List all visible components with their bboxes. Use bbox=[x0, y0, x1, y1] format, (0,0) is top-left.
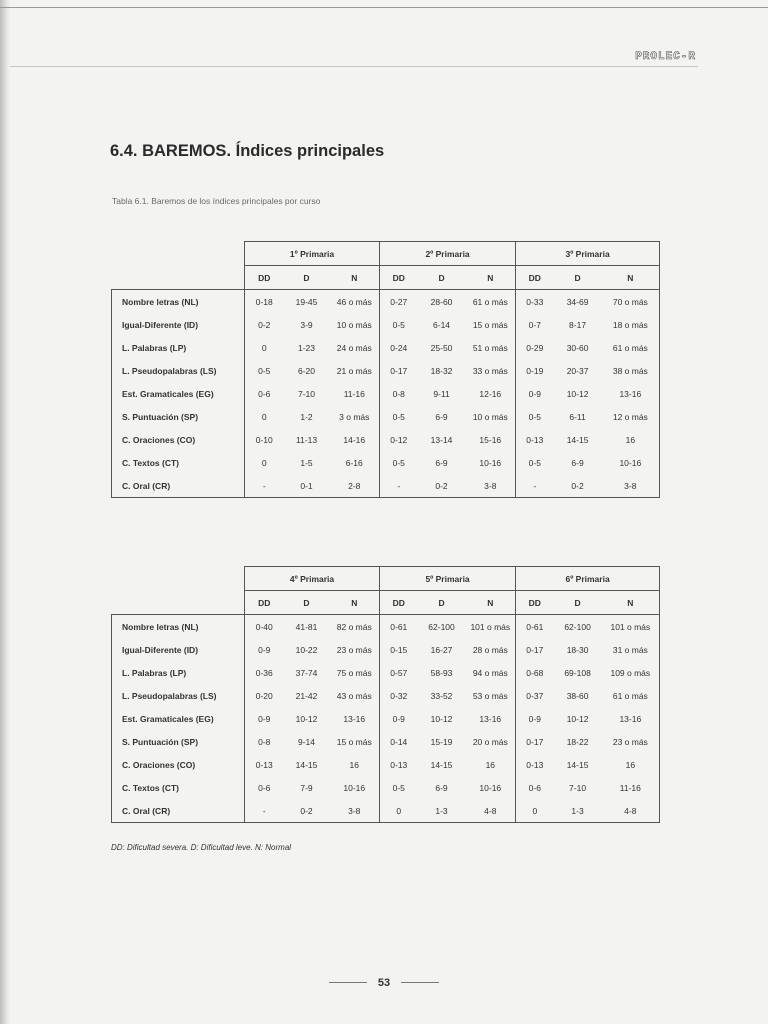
column-header: D bbox=[554, 266, 602, 290]
row-label: S. Puntuación (SP) bbox=[112, 405, 245, 428]
table-cell: 0-5 bbox=[380, 451, 418, 474]
row-label: C. Oral (CR) bbox=[112, 474, 245, 498]
table-cell: 3-8 bbox=[602, 474, 660, 498]
table-cell: 0-33 bbox=[516, 290, 554, 314]
table-cell: 0-7 bbox=[516, 313, 554, 336]
table-cell: 41-81 bbox=[284, 615, 330, 639]
footer-rule-left bbox=[329, 982, 367, 983]
column-header: N bbox=[602, 591, 660, 615]
table-cell: 1-2 bbox=[300, 411, 313, 422]
table-cell: 10 o más bbox=[472, 411, 508, 422]
table-cell: 0-6 bbox=[245, 776, 284, 799]
table-cell: 18-22 bbox=[566, 736, 589, 747]
table-cell: 14-15 bbox=[295, 759, 318, 770]
table-cell: 0-2 bbox=[418, 474, 466, 498]
row-label: C. Textos (CT) bbox=[112, 451, 245, 474]
table-cell: 33-52 bbox=[430, 690, 453, 701]
table-cell: 18-30 bbox=[566, 644, 589, 655]
table-row bbox=[112, 313, 660, 336]
table-row bbox=[112, 405, 660, 428]
table-cell: 0-9 bbox=[516, 707, 554, 730]
baremos-table-4-6 bbox=[111, 566, 660, 823]
table-cell: 7-10 bbox=[569, 782, 587, 793]
table-cell: 13-16 bbox=[479, 713, 502, 724]
blank-corner bbox=[112, 567, 245, 591]
column-header: DD bbox=[516, 591, 554, 615]
table-cell: 0-24 bbox=[380, 336, 418, 359]
table-cell: 109 o más bbox=[602, 661, 660, 684]
column-header: D bbox=[418, 266, 466, 290]
table-cell: 0-17 bbox=[516, 730, 554, 753]
table-cell: 61 o más bbox=[602, 684, 660, 707]
row-label: Nombre letras (NL) bbox=[112, 615, 245, 639]
row-label: L. Pseudopalabras (LS) bbox=[112, 359, 245, 382]
column-header: N bbox=[602, 266, 660, 290]
row-label: Nombre letras (NL) bbox=[112, 290, 245, 314]
row-label: L. Palabras (LP) bbox=[112, 661, 245, 684]
table-row bbox=[112, 638, 660, 661]
table-cell: 0-5 bbox=[516, 405, 554, 428]
table-cell: 58-93 bbox=[430, 667, 453, 678]
column-header: D bbox=[418, 591, 466, 615]
grade-header: 4º Primaria bbox=[245, 567, 380, 591]
table-cell: 18-32 bbox=[430, 365, 453, 376]
table-cell: 1-3 bbox=[554, 799, 602, 823]
column-header: DD bbox=[516, 266, 554, 290]
table-cell: 38 o más bbox=[602, 359, 660, 382]
column-header: N bbox=[466, 591, 516, 615]
table-cell: 6-9 bbox=[435, 411, 448, 422]
footer-rule-right bbox=[401, 982, 439, 983]
row-label: C. Oral (CR) bbox=[112, 799, 245, 823]
table-cell: 61 o más bbox=[466, 290, 516, 314]
table-cell: 0-2 bbox=[554, 474, 602, 498]
column-header: N bbox=[330, 591, 380, 615]
table-cell: 34-69 bbox=[554, 290, 602, 314]
row-label: L. Pseudopalabras (LS) bbox=[112, 684, 245, 707]
table-cell: 0-10 bbox=[245, 428, 284, 451]
column-header: D bbox=[554, 591, 602, 615]
table-cell: 0-18 bbox=[245, 290, 284, 314]
table-row bbox=[112, 382, 660, 405]
table-cell: 3 o más bbox=[339, 411, 370, 422]
table-cell: 10-12 bbox=[566, 713, 589, 724]
grade-header: 1º Primaria bbox=[245, 242, 380, 266]
table-cell: 101 o más bbox=[466, 615, 516, 639]
table-cell: 33 o más bbox=[472, 365, 508, 376]
row-label: Igual-Diferente (ID) bbox=[112, 313, 245, 336]
row-label: Est. Gramaticales (EG) bbox=[112, 707, 245, 730]
table-cell: 21-42 bbox=[295, 690, 318, 701]
table-cell: 0-13 bbox=[516, 753, 554, 776]
page-footer bbox=[0, 974, 768, 992]
table-cell: 0-29 bbox=[516, 336, 554, 359]
section-title: 6.4. BAREMOS. Índices principales bbox=[110, 142, 385, 160]
table-body bbox=[112, 290, 660, 498]
table-cell: 2-8 bbox=[330, 474, 380, 498]
table-cell: 62-100 bbox=[418, 615, 466, 639]
table-cell: 24 o más bbox=[336, 342, 372, 353]
table-cell: 12 o más bbox=[602, 405, 660, 428]
table-cell: 15-16 bbox=[479, 434, 502, 445]
column-header: N bbox=[330, 266, 380, 290]
table-row bbox=[112, 730, 660, 753]
table-cell: 23 o más bbox=[602, 730, 660, 753]
table-footnote: DD: Dificultad severa. D: Dificultad leve. N: Normal bbox=[111, 843, 292, 852]
table-cell: 0-6 bbox=[245, 382, 284, 405]
blank-corner bbox=[112, 591, 245, 615]
table-cell: 0-27 bbox=[380, 290, 418, 314]
table-cell: 3-8 bbox=[466, 474, 516, 498]
blank-corner bbox=[112, 242, 245, 266]
table-cell: 20-37 bbox=[566, 365, 589, 376]
row-label: L. Palabras (LP) bbox=[112, 336, 245, 359]
table-cell: 16 bbox=[485, 759, 496, 770]
table-cell: 13-16 bbox=[343, 713, 366, 724]
table-cell: 0-15 bbox=[380, 638, 418, 661]
table-row bbox=[112, 336, 660, 359]
grade-header: 3º Primaria bbox=[516, 242, 660, 266]
table-cell: 0-17 bbox=[380, 359, 418, 382]
table-row bbox=[112, 684, 660, 707]
table-cell: 19-45 bbox=[284, 290, 330, 314]
column-header: DD bbox=[380, 591, 418, 615]
table-cell: 6-11 bbox=[569, 411, 586, 422]
top-rule bbox=[0, 7, 768, 8]
table-cell: 16-27 bbox=[430, 644, 453, 655]
table-cell: 101 o más bbox=[602, 615, 660, 639]
table-cell: 9-11 bbox=[433, 388, 450, 399]
table-row bbox=[112, 615, 660, 639]
table-cell: 94 o más bbox=[472, 667, 508, 678]
row-label: S. Puntuación (SP) bbox=[112, 730, 245, 753]
table-cell: 0-37 bbox=[516, 684, 554, 707]
table-cell: 11-13 bbox=[295, 434, 318, 445]
grade-header: 6º Primaria bbox=[516, 567, 660, 591]
table-cell: - bbox=[245, 799, 284, 823]
table-cell: 1-3 bbox=[418, 799, 466, 823]
table-cell: 6-9 bbox=[435, 457, 448, 468]
table-cell: 25-50 bbox=[430, 342, 453, 353]
row-label: Igual-Diferente (ID) bbox=[112, 638, 245, 661]
page-number: 53 bbox=[377, 976, 391, 989]
table-row bbox=[112, 707, 660, 730]
table-cell: 0-5 bbox=[245, 359, 284, 382]
baremos-table-1-3 bbox=[111, 241, 660, 498]
table-cell: 0-13 bbox=[245, 753, 284, 776]
table-cell: 28-60 bbox=[418, 290, 466, 314]
table-cell: 0-5 bbox=[380, 313, 418, 336]
table-cell: 0-8 bbox=[380, 382, 418, 405]
table-cell: 4-8 bbox=[602, 799, 660, 823]
table-row bbox=[112, 290, 660, 314]
table-cell: 0-12 bbox=[380, 428, 418, 451]
table-cell: 3-9 bbox=[300, 319, 313, 330]
row-label: C. Oraciones (CO) bbox=[112, 753, 245, 776]
column-header: D bbox=[284, 266, 330, 290]
table-cell: 13-14 bbox=[430, 434, 453, 445]
table-cell: 7-9 bbox=[300, 782, 313, 793]
table-cell: 15-19 bbox=[430, 736, 453, 747]
table-cell: 0-19 bbox=[516, 359, 554, 382]
table-cell: 0-61 bbox=[380, 615, 418, 639]
table-cell: 12-16 bbox=[479, 388, 502, 399]
table-cell: 14-15 bbox=[566, 759, 589, 770]
table-cell: 0 bbox=[245, 336, 284, 359]
table-cell: 1-5 bbox=[300, 457, 313, 468]
table-cell: 6-20 bbox=[297, 365, 315, 376]
table-cell: 10-12 bbox=[566, 388, 589, 399]
table-cell: 18 o más bbox=[602, 313, 660, 336]
table-cell: 0 bbox=[245, 405, 284, 428]
table-cell: 16 bbox=[349, 759, 359, 770]
table-cell: 0-32 bbox=[380, 684, 418, 707]
table-cell: 0-9 bbox=[245, 638, 284, 661]
table-cell: - bbox=[380, 474, 418, 498]
table-cell: 62-100 bbox=[554, 615, 602, 639]
table-cell: 15 o más bbox=[336, 736, 372, 747]
table-cell: 11-16 bbox=[602, 776, 660, 799]
table-cell: 8-17 bbox=[569, 319, 587, 330]
table-cell: 0 bbox=[380, 799, 418, 823]
table-cell: 0-40 bbox=[245, 615, 284, 639]
table-body bbox=[112, 615, 660, 823]
column-header: DD bbox=[245, 266, 284, 290]
table-cell: 70 o más bbox=[602, 290, 660, 314]
brand-logo: PROLEC-R bbox=[635, 51, 696, 63]
table-cell: 69-108 bbox=[564, 667, 591, 678]
table-cell: 75 o más bbox=[336, 667, 372, 678]
table-cell: 0-2 bbox=[284, 799, 330, 823]
table-cell: 0-6 bbox=[516, 776, 554, 799]
table-cell: 38-60 bbox=[566, 690, 589, 701]
table-cell: 3-8 bbox=[330, 799, 380, 823]
table-cell: 9-14 bbox=[297, 736, 315, 747]
table-cell: 0-5 bbox=[516, 451, 554, 474]
table-cell: 0 bbox=[245, 451, 284, 474]
table-cell: 16 bbox=[602, 753, 660, 776]
table-cell: 13-16 bbox=[602, 707, 660, 730]
table-cell: 0-13 bbox=[516, 428, 554, 451]
table-cell: 0-17 bbox=[516, 638, 554, 661]
table-cell: 0-5 bbox=[380, 776, 418, 799]
page-binding-edge bbox=[0, 0, 10, 1024]
table-cell: 10-16 bbox=[602, 451, 660, 474]
table-cell: 0-20 bbox=[245, 684, 284, 707]
table-cell: 14-16 bbox=[343, 434, 366, 445]
table-cell: 10-12 bbox=[430, 713, 453, 724]
table-cell: 0-9 bbox=[245, 707, 284, 730]
table-cell: 4-8 bbox=[466, 799, 516, 823]
row-label: Est. Gramaticales (EG) bbox=[112, 382, 245, 405]
table-cell: 0 bbox=[516, 799, 554, 823]
table-caption: Tabla 6.1. Baremos de los índices principales por curso bbox=[112, 196, 321, 206]
header-rule bbox=[10, 66, 698, 67]
table-cell: - bbox=[245, 474, 284, 498]
table-row bbox=[112, 661, 660, 684]
table-cell: 0-57 bbox=[380, 661, 418, 684]
table-cell: 0-61 bbox=[516, 615, 554, 639]
row-label: C. Textos (CT) bbox=[112, 776, 245, 799]
table-cell: 10-16 bbox=[479, 782, 502, 793]
table-cell: 10 o más bbox=[336, 319, 372, 330]
table-cell: 0-36 bbox=[245, 661, 284, 684]
table-cell: 82 o más bbox=[330, 615, 380, 639]
table-cell: 10-12 bbox=[295, 713, 318, 724]
table-cell: 21 o más bbox=[336, 365, 372, 376]
table-cell: 0-5 bbox=[380, 405, 418, 428]
table-row bbox=[112, 753, 660, 776]
table-cell: 0-9 bbox=[516, 382, 554, 405]
table-cell: 46 o más bbox=[330, 290, 380, 314]
table-cell: 28 o más bbox=[472, 644, 508, 655]
table-cell: 10-22 bbox=[295, 644, 318, 655]
table-cell: 31 o más bbox=[602, 638, 660, 661]
table-cell: 23 o más bbox=[336, 644, 372, 655]
table-cell: 16 bbox=[602, 428, 660, 451]
grade-header: 5º Primaria bbox=[380, 567, 516, 591]
table-cell: 1-23 bbox=[297, 342, 315, 353]
table-cell: 6-14 bbox=[433, 319, 451, 330]
column-header: DD bbox=[245, 591, 284, 615]
table-row bbox=[112, 799, 660, 823]
table-cell: 30-60 bbox=[566, 342, 589, 353]
table-row bbox=[112, 359, 660, 382]
table-cell: 0-14 bbox=[380, 730, 418, 753]
table-cell: 0-1 bbox=[284, 474, 330, 498]
table-cell: - bbox=[516, 474, 554, 498]
row-label: C. Oraciones (CO) bbox=[112, 428, 245, 451]
column-header: N bbox=[466, 266, 516, 290]
table-cell: 7-10 bbox=[297, 388, 315, 399]
table-cell: 61 o más bbox=[602, 336, 660, 359]
table-row bbox=[112, 451, 660, 474]
table-cell: 0-9 bbox=[380, 707, 418, 730]
table-cell: 10-16 bbox=[343, 782, 366, 793]
table-cell: 0-68 bbox=[516, 661, 554, 684]
table-cell: 20 o más bbox=[472, 736, 508, 747]
table-cell: 15 o más bbox=[472, 319, 508, 330]
table-cell: 14-15 bbox=[430, 759, 453, 770]
table-cell: 43 o más bbox=[336, 690, 372, 701]
blank-corner bbox=[112, 266, 245, 290]
table-row bbox=[112, 428, 660, 451]
table-cell: 0-8 bbox=[245, 730, 284, 753]
column-header: DD bbox=[380, 266, 418, 290]
grade-header: 2º Primaria bbox=[380, 242, 516, 266]
table-cell: 10-16 bbox=[479, 457, 502, 468]
table-row bbox=[112, 474, 660, 498]
table-cell: 11-16 bbox=[343, 388, 365, 399]
table-cell: 13-16 bbox=[602, 382, 660, 405]
table-cell: 6-9 bbox=[435, 782, 448, 793]
table-cell: 14-15 bbox=[566, 434, 589, 445]
table-cell: 6-9 bbox=[571, 457, 584, 468]
column-header: D bbox=[284, 591, 330, 615]
table-cell: 0-2 bbox=[245, 313, 284, 336]
table-cell: 0-13 bbox=[380, 753, 418, 776]
table-cell: 53 o más bbox=[472, 690, 508, 701]
table-row bbox=[112, 776, 660, 799]
table-cell: 6-16 bbox=[345, 457, 363, 468]
table-cell: 37-74 bbox=[295, 667, 318, 678]
table-cell: 51 o más bbox=[472, 342, 508, 353]
